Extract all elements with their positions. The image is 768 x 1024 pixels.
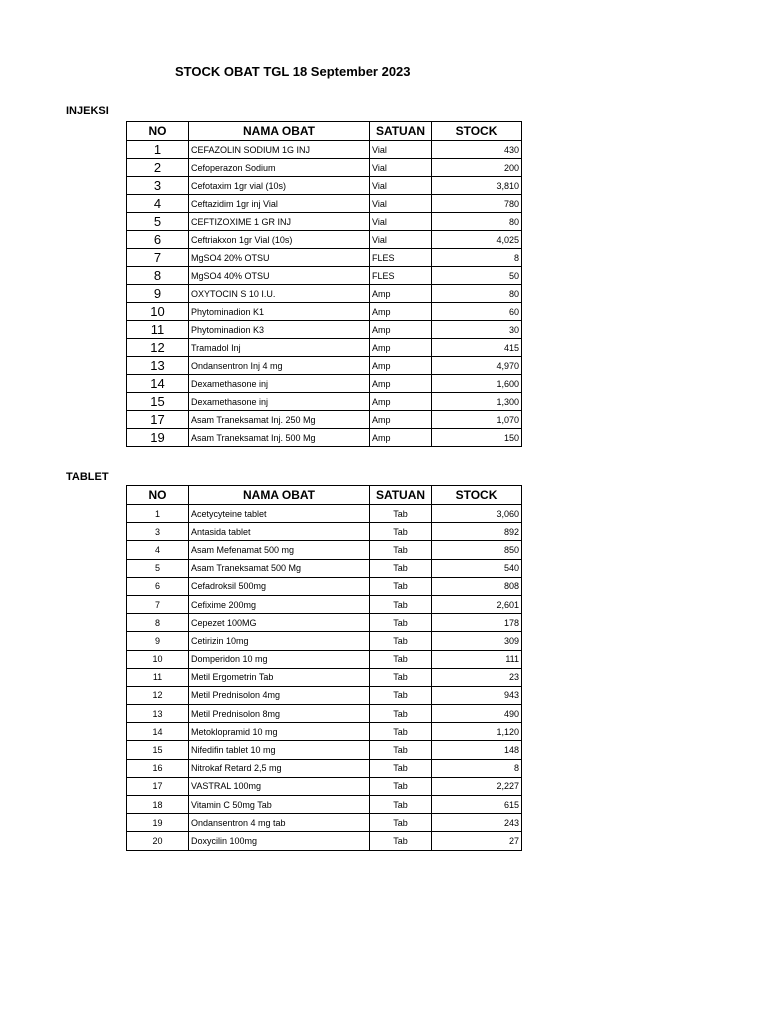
row-nama-obat: Metil Ergometrin Tab	[189, 668, 370, 686]
row-stock: 850	[432, 541, 522, 559]
row-no: 19	[127, 429, 189, 447]
row-nama-obat: Nitrokaf Retard 2,5 mg	[189, 759, 370, 777]
row-stock: 4,025	[432, 231, 522, 249]
row-nama-obat: Phytominadion K1	[189, 303, 370, 321]
row-satuan: Tab	[370, 577, 432, 595]
row-satuan: Vial	[370, 231, 432, 249]
row-nama-obat: Vitamin C 50mg Tab	[189, 796, 370, 814]
row-no: 16	[127, 759, 189, 777]
header-nama-obat: NAMA OBAT	[189, 122, 370, 141]
table-row	[127, 429, 522, 447]
row-no: 1	[127, 141, 189, 159]
row-no: 9	[127, 632, 189, 650]
row-satuan: Amp	[370, 393, 432, 411]
row-stock: 540	[432, 559, 522, 577]
table-row	[127, 814, 522, 832]
row-no: 8	[127, 267, 189, 285]
table-header-row	[127, 486, 522, 505]
row-satuan: Tab	[370, 705, 432, 723]
row-no: 13	[127, 357, 189, 375]
row-no: 13	[127, 705, 189, 723]
header-stock: STOCK	[432, 122, 522, 141]
row-no: 17	[127, 777, 189, 795]
row-nama-obat: OXYTOCIN S 10 I.U.	[189, 285, 370, 303]
table-row	[127, 741, 522, 759]
row-stock: 178	[432, 614, 522, 632]
row-nama-obat: Metil Prednisolon 4mg	[189, 686, 370, 704]
table-row	[127, 195, 522, 213]
injeksi-table-body	[127, 141, 522, 447]
table-row	[127, 541, 522, 559]
row-satuan: Amp	[370, 339, 432, 357]
row-satuan: Amp	[370, 303, 432, 321]
table-row	[127, 285, 522, 303]
row-nama-obat: Ondansentron 4 mg tab	[189, 814, 370, 832]
row-satuan: Tab	[370, 832, 432, 850]
header-nama-obat: NAMA OBAT	[189, 486, 370, 505]
row-no: 11	[127, 321, 189, 339]
row-no: 3	[127, 177, 189, 195]
row-no: 18	[127, 796, 189, 814]
row-satuan: Tab	[370, 686, 432, 704]
injeksi-table	[126, 121, 522, 447]
row-stock: 1,600	[432, 375, 522, 393]
row-nama-obat: Ceftazidim 1gr inj Vial	[189, 195, 370, 213]
row-stock: 23	[432, 668, 522, 686]
row-satuan: Amp	[370, 321, 432, 339]
table-row	[127, 213, 522, 231]
table-row	[127, 159, 522, 177]
section-label-tablet: TABLET	[66, 471, 109, 483]
row-stock: 943	[432, 686, 522, 704]
row-nama-obat: Phytominadion K3	[189, 321, 370, 339]
table-row	[127, 777, 522, 795]
row-no: 1	[127, 505, 189, 523]
row-no: 8	[127, 614, 189, 632]
row-nama-obat: Asam Traneksamat Inj. 500 Mg	[189, 429, 370, 447]
row-no: 17	[127, 411, 189, 429]
row-stock: 415	[432, 339, 522, 357]
row-stock: 150	[432, 429, 522, 447]
table-row	[127, 723, 522, 741]
table-row	[127, 705, 522, 723]
row-nama-obat: Metil Prednisolon 8mg	[189, 705, 370, 723]
row-satuan: Vial	[370, 141, 432, 159]
row-nama-obat: Cefoperazon Sodium	[189, 159, 370, 177]
row-no: 20	[127, 832, 189, 850]
row-nama-obat: Tramadol Inj	[189, 339, 370, 357]
table-row	[127, 832, 522, 850]
row-no: 9	[127, 285, 189, 303]
row-stock: 892	[432, 523, 522, 541]
row-stock: 243	[432, 814, 522, 832]
row-nama-obat: Dexamethasone inj	[189, 375, 370, 393]
row-stock: 111	[432, 650, 522, 668]
row-nama-obat: Domperidon 10 mg	[189, 650, 370, 668]
row-stock: 1,070	[432, 411, 522, 429]
row-nama-obat: MgSO4 20% OTSU	[189, 249, 370, 267]
row-satuan: Tab	[370, 614, 432, 632]
row-stock: 309	[432, 632, 522, 650]
table-row	[127, 686, 522, 704]
table-row	[127, 759, 522, 777]
table-row	[127, 357, 522, 375]
row-nama-obat: Metoklopramid 10 mg	[189, 723, 370, 741]
table-row	[127, 650, 522, 668]
row-stock: 1,120	[432, 723, 522, 741]
row-no: 5	[127, 559, 189, 577]
table-row	[127, 614, 522, 632]
row-stock: 8	[432, 249, 522, 267]
row-nama-obat: Asam Mefenamat 500 mg	[189, 541, 370, 559]
row-satuan: Tab	[370, 796, 432, 814]
row-nama-obat: Cefixime 200mg	[189, 595, 370, 613]
row-stock: 50	[432, 267, 522, 285]
row-no: 14	[127, 375, 189, 393]
table-row	[127, 231, 522, 249]
row-satuan: Vial	[370, 177, 432, 195]
row-stock: 27	[432, 832, 522, 850]
row-no: 7	[127, 595, 189, 613]
row-satuan: Tab	[370, 723, 432, 741]
row-stock: 148	[432, 741, 522, 759]
row-satuan: Amp	[370, 285, 432, 303]
row-satuan: FLES	[370, 249, 432, 267]
row-satuan: Tab	[370, 632, 432, 650]
row-nama-obat: Dexamethasone inj	[189, 393, 370, 411]
table-row	[127, 668, 522, 686]
row-satuan: Tab	[370, 668, 432, 686]
row-stock: 490	[432, 705, 522, 723]
row-stock: 3,060	[432, 505, 522, 523]
section-label-injeksi: INJEKSI	[66, 105, 109, 117]
row-no: 10	[127, 303, 189, 321]
row-no: 6	[127, 231, 189, 249]
row-satuan: Tab	[370, 505, 432, 523]
row-satuan: Amp	[370, 375, 432, 393]
table-row	[127, 595, 522, 613]
row-no: 6	[127, 577, 189, 595]
row-stock: 780	[432, 195, 522, 213]
table-row	[127, 577, 522, 595]
header-satuan: SATUAN	[370, 122, 432, 141]
table-row	[127, 411, 522, 429]
row-satuan: Tab	[370, 741, 432, 759]
table-row	[127, 393, 522, 411]
table-row	[127, 177, 522, 195]
row-no: 2	[127, 159, 189, 177]
table-row	[127, 339, 522, 357]
row-stock: 80	[432, 213, 522, 231]
tablet-table	[126, 485, 522, 851]
row-nama-obat: Asam Traneksamat 500 Mg	[189, 559, 370, 577]
row-no: 7	[127, 249, 189, 267]
row-satuan: Tab	[370, 759, 432, 777]
row-stock: 3,810	[432, 177, 522, 195]
row-nama-obat: Cefotaxim 1gr vial (10s)	[189, 177, 370, 195]
row-satuan: Amp	[370, 357, 432, 375]
row-no: 15	[127, 393, 189, 411]
row-stock: 2,227	[432, 777, 522, 795]
row-no: 10	[127, 650, 189, 668]
row-no: 15	[127, 741, 189, 759]
row-stock: 30	[432, 321, 522, 339]
page-title: STOCK OBAT TGL 18 September 2023	[175, 64, 411, 79]
row-no: 14	[127, 723, 189, 741]
table-row	[127, 632, 522, 650]
row-satuan: Tab	[370, 777, 432, 795]
row-no: 12	[127, 686, 189, 704]
row-no: 5	[127, 213, 189, 231]
row-satuan: FLES	[370, 267, 432, 285]
row-stock: 60	[432, 303, 522, 321]
row-satuan: Tab	[370, 523, 432, 541]
row-stock: 80	[432, 285, 522, 303]
row-stock: 4,970	[432, 357, 522, 375]
row-no: 11	[127, 668, 189, 686]
row-no: 4	[127, 195, 189, 213]
table-row	[127, 321, 522, 339]
header-no: NO	[127, 486, 189, 505]
row-nama-obat: Doxycilin 100mg	[189, 832, 370, 850]
row-satuan: Tab	[370, 541, 432, 559]
table-row	[127, 375, 522, 393]
row-stock: 1,300	[432, 393, 522, 411]
row-nama-obat: Cefadroksil 500mg	[189, 577, 370, 595]
row-nama-obat: CEFTIZOXIME 1 GR INJ	[189, 213, 370, 231]
row-no: 4	[127, 541, 189, 559]
row-nama-obat: Asam Traneksamat Inj. 250 Mg	[189, 411, 370, 429]
table-row	[127, 303, 522, 321]
row-satuan: Vial	[370, 195, 432, 213]
table-row	[127, 505, 522, 523]
row-nama-obat: Ondansentron Inj 4 mg	[189, 357, 370, 375]
header-stock: STOCK	[432, 486, 522, 505]
row-no: 12	[127, 339, 189, 357]
header-satuan: SATUAN	[370, 486, 432, 505]
header-no: NO	[127, 122, 189, 141]
row-stock: 8	[432, 759, 522, 777]
row-stock: 2,601	[432, 595, 522, 613]
row-nama-obat: Cetirizin 10mg	[189, 632, 370, 650]
row-nama-obat: Acetycyteine tablet	[189, 505, 370, 523]
row-stock: 430	[432, 141, 522, 159]
row-stock: 200	[432, 159, 522, 177]
row-nama-obat: VASTRAL 100mg	[189, 777, 370, 795]
table-row	[127, 523, 522, 541]
row-satuan: Tab	[370, 650, 432, 668]
table-row	[127, 796, 522, 814]
table-row	[127, 249, 522, 267]
row-satuan: Tab	[370, 595, 432, 613]
row-satuan: Amp	[370, 411, 432, 429]
row-nama-obat: Antasida tablet	[189, 523, 370, 541]
row-satuan: Vial	[370, 213, 432, 231]
row-satuan: Amp	[370, 429, 432, 447]
row-satuan: Tab	[370, 814, 432, 832]
table-header-row	[127, 122, 522, 141]
row-stock: 808	[432, 577, 522, 595]
row-no: 19	[127, 814, 189, 832]
tablet-table-body	[127, 505, 522, 851]
row-no: 3	[127, 523, 189, 541]
row-nama-obat: Cepezet 100MG	[189, 614, 370, 632]
table-row	[127, 141, 522, 159]
row-nama-obat: Ceftriakxon 1gr Vial (10s)	[189, 231, 370, 249]
row-nama-obat: CEFAZOLIN SODIUM 1G INJ	[189, 141, 370, 159]
row-satuan: Vial	[370, 159, 432, 177]
row-nama-obat: Nifedifin tablet 10 mg	[189, 741, 370, 759]
row-stock: 615	[432, 796, 522, 814]
row-nama-obat: MgSO4 40% OTSU	[189, 267, 370, 285]
row-satuan: Tab	[370, 559, 432, 577]
table-row	[127, 559, 522, 577]
table-row	[127, 267, 522, 285]
